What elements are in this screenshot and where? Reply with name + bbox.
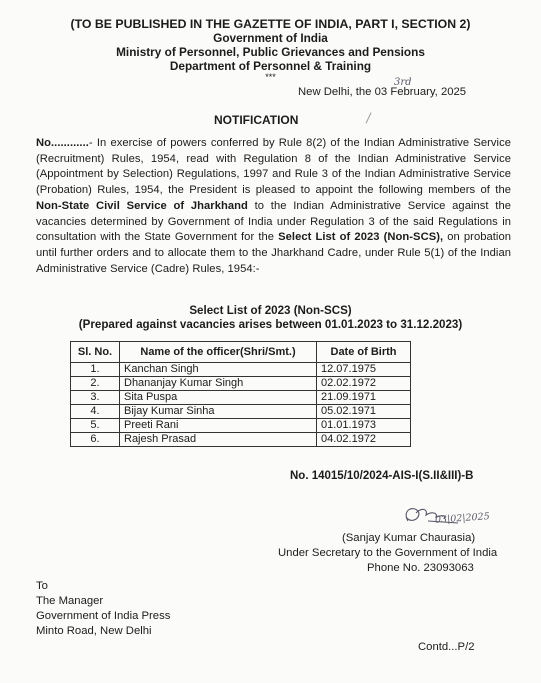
gazette-heading: (TO BE PUBLISHED IN THE GAZETTE OF INDIA, PART I, SECTION 2) bbox=[70, 17, 471, 31]
body-bold-2: Select List of 2023 (Non-SCS), bbox=[278, 231, 444, 244]
name-cell: Sita Puspa bbox=[120, 391, 317, 405]
recipient-to: To bbox=[36, 580, 48, 592]
pen-mark bbox=[366, 112, 372, 123]
table-row bbox=[71, 433, 411, 447]
select-list-subtitle: (Prepared against vacancies arises between 01.01.2023 to 31.12.2023) bbox=[78, 318, 463, 331]
date-suffix: February, 2025 bbox=[390, 86, 467, 98]
body-part-3: on probation until further orders and to allocate them to the Jharkhand Cadre, under Rule 5(1) of the Indian Administrative Service (Cadre) Rules, 1954:- bbox=[36, 231, 511, 275]
table-row bbox=[71, 363, 411, 377]
handwritten-date: 03|02|2025 bbox=[434, 511, 491, 526]
dob-cell: 01.01.1973 bbox=[317, 419, 411, 433]
sl-cell: 5. bbox=[71, 419, 120, 433]
handwritten-day: 3rd bbox=[394, 77, 412, 88]
select-list-title: Select List of 2023 (Non-SCS) bbox=[189, 304, 352, 317]
dob-cell: 04.02.1972 bbox=[317, 433, 411, 447]
officers-table bbox=[70, 341, 411, 447]
number-label: No............ bbox=[36, 137, 89, 149]
name-cell: Rajesh Prasad bbox=[120, 433, 317, 447]
sl-cell: 6. bbox=[71, 433, 120, 447]
dob-cell: 05.02.1971 bbox=[317, 405, 411, 419]
dob-cell: 02.02.1972 bbox=[317, 377, 411, 391]
col-header-sl: Sl. No. bbox=[71, 342, 120, 363]
body-part-1: - In exercise of powers conferred by Rule 8(2) of the Indian Administrative Service (Recruitment) Rules, 1954, read with Regulation 8 of the Indian Administrative Service (Appointment by Selection) Regulations, 1997 and Rule 3 of the Indian Administrative Service (Probation) Rules, 1954, the President is pleased to appoint the following members of the bbox=[36, 137, 511, 197]
recipient-line-2: Government of India Press bbox=[36, 610, 171, 622]
stars-divider: *** bbox=[265, 72, 276, 82]
recipient-line-3: Minto Road, New Delhi bbox=[36, 625, 152, 637]
name-cell: Dhananjay Kumar Singh bbox=[120, 377, 317, 391]
file-number: No. 14015/10/2024-AIS-I(S.II&III)-B bbox=[290, 470, 474, 482]
department-heading: Department of Personnel & Training bbox=[169, 59, 372, 73]
name-cell: Bijay Kumar Sinha bbox=[120, 405, 317, 419]
dob-cell: 12.07.1975 bbox=[317, 363, 411, 377]
sl-cell: 4. bbox=[71, 405, 120, 419]
table-row bbox=[71, 377, 411, 391]
col-header-dob: Date of Birth bbox=[317, 342, 411, 363]
notification-title: NOTIFICATION bbox=[214, 113, 299, 127]
recipient-line-1: The Manager bbox=[36, 595, 104, 607]
signatory-designation: Under Secretary to the Government of India bbox=[278, 547, 498, 559]
dob-cell: 21.09.1971 bbox=[317, 391, 411, 405]
continued-footer: Contd...P/2 bbox=[418, 641, 475, 653]
table-header-row bbox=[71, 342, 411, 363]
table-row bbox=[71, 405, 411, 419]
sl-cell: 2. bbox=[71, 377, 120, 391]
sl-cell: 1. bbox=[71, 363, 120, 377]
name-cell: Kanchan Singh bbox=[120, 363, 317, 377]
signatory-name: (Sanjay Kumar Chaurasia) bbox=[342, 532, 476, 544]
ministry-heading: Ministry of Personnel, Public Grievances and Pensions bbox=[116, 45, 425, 59]
body-bold-1: Non-State Civil Service of Jharkhand bbox=[36, 199, 248, 212]
body-part-2: to the Indian Administrative Service against the vacancies determined by Government of India under Regulation 3 of the said Regulations in consultation with the State Government for the bbox=[36, 199, 512, 244]
sl-cell: 3. bbox=[71, 391, 120, 405]
col-header-name: Name of the officer(Shri/Smt.) bbox=[120, 342, 317, 363]
table-row bbox=[71, 419, 411, 433]
notification-body bbox=[36, 136, 511, 277]
date-prefix: New Delhi, the 03 bbox=[298, 86, 388, 98]
signatory-phone: Phone No. 23093063 bbox=[367, 562, 474, 574]
name-cell: Preeti Rani bbox=[120, 419, 317, 433]
table-row bbox=[71, 391, 411, 405]
date-line bbox=[298, 77, 467, 98]
govt-heading: Government of India bbox=[213, 31, 328, 45]
